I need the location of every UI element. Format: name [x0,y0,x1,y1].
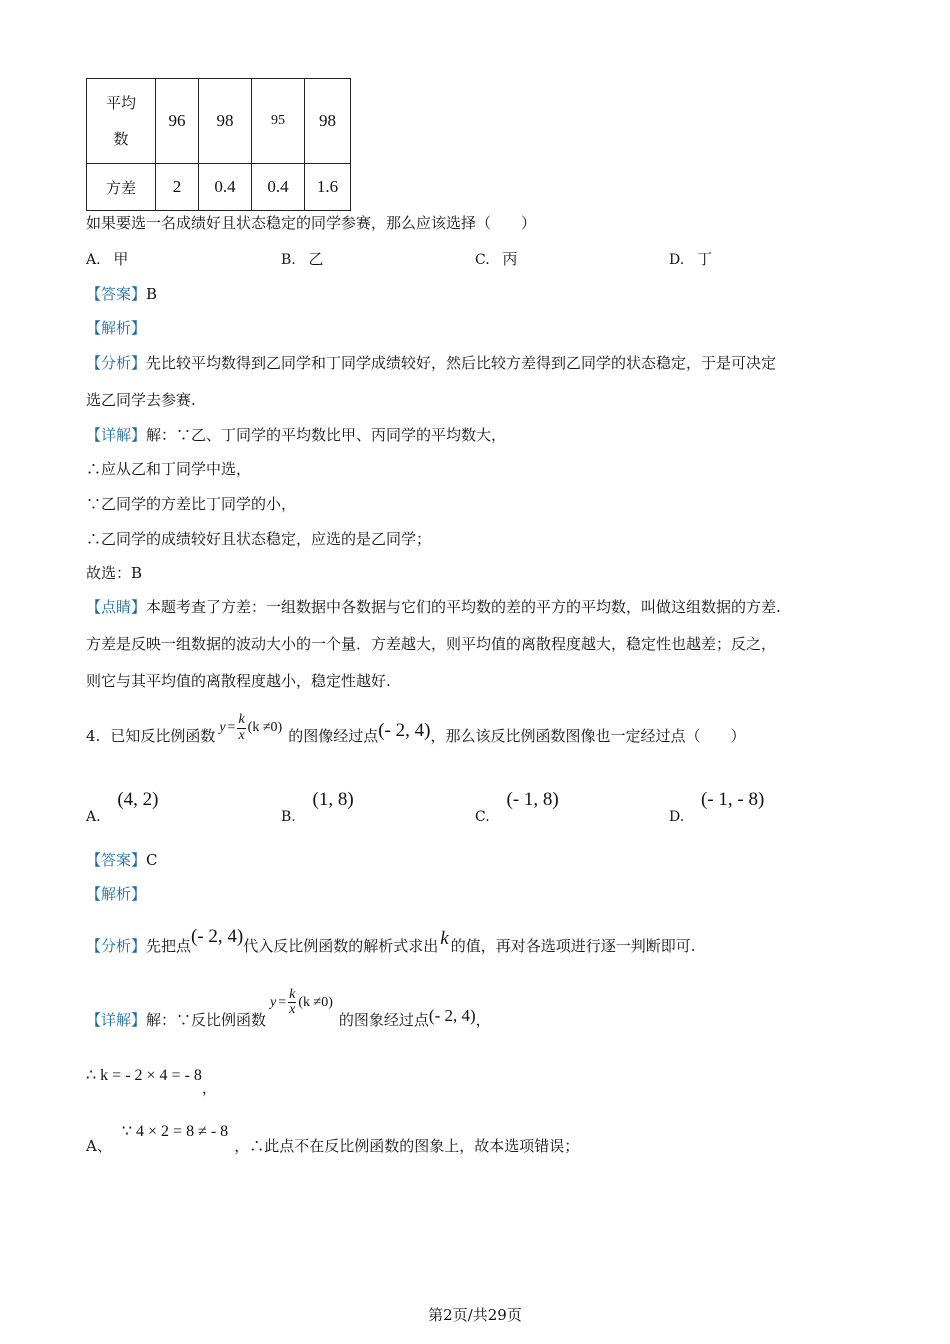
a-calc: ∵ 4 × 2 = 8 ≠ - 8 [121,1123,229,1140]
func-y: y [270,994,277,1010]
k-calculation [86,1062,217,1096]
xiangjie-tag: 【详解】 [86,1011,147,1029]
q3-jiexi-tag: 【解析】 [86,319,147,337]
fenxi-k: k [440,928,449,949]
q3-fenxi-line2: 选乙同学去参赛. [86,391,196,409]
q4-point: (- 2, 4) [378,719,431,741]
table-cell: 2 [156,164,199,211]
q3-fenxi [86,356,776,371]
xiangjie-comma: ， [475,1011,491,1029]
q3-line-b: ∵乙同学的方差比丁同学的小， [86,495,297,513]
fenxi-tag: 【分析】 [86,937,147,955]
q4-stem-part3: ，那么该反比例函数图像也一定经过点（ ） [430,726,746,745]
fenxi-tag: 【分析】 [86,354,147,372]
func-numerator: k [289,986,296,1002]
func-eq: = [227,720,236,735]
table-cell: 0.4 [199,164,252,211]
fenxi-text: 先比较平均数得到乙同学和丁同学成绩较好，然后比较方差得到乙同学的状态稳定，于是可决定 [146,354,777,372]
q4-stem-part2: 的图像经过点 [288,726,379,745]
function-formula [270,988,333,1018]
q3-option-d[interactable] [669,252,712,267]
table-cell: 98 [199,79,252,164]
option-value: (- 1, 8) [506,789,559,810]
option-value: (1, 8) [312,789,354,810]
func-denominator: x [289,1002,296,1018]
option-label: C. [475,252,490,268]
q3-line-c: ∴乙同学的成绩较好且状态稳定，应选的是乙同学； [86,530,432,548]
table-cell: 0.4 [252,164,305,211]
row-header-line: 平均 [105,94,136,112]
a-rest: ，∴此点不在反比例函数的图象上，故本选项错误； [234,1137,580,1155]
option-text: 丙 [502,250,518,268]
q3-option-a[interactable] [86,252,128,267]
option-a-check [86,1120,579,1154]
option-label: D. [669,252,685,268]
q4-number: 4. [86,726,101,745]
q3-option-b[interactable] [281,252,324,267]
xiangjie-text-1: 解：∵反比例函数 [146,1011,267,1029]
fenxi-text-2: 代入反比例函数的解析式求出 [243,937,439,955]
row-header-mean [87,79,156,164]
table-row [87,164,351,211]
option-label: C. [475,809,490,825]
q3-stem: 如果要选一名成绩好且状态稳定的同学参赛，那么应该选择（ ） [86,214,537,232]
answer-value: B [146,285,158,303]
q4-jiexi-tag: 【解析】 [86,885,147,903]
dianjing-tag: 【点睛】 [86,598,147,616]
k-calc-comma: ， [201,1079,217,1097]
option-label: A. [86,809,101,825]
table-cell: 1.6 [305,164,351,211]
func-y: y [219,720,226,735]
option-label: D. [669,809,685,825]
a-label: A、 [86,1137,112,1155]
q3-xiangjie [86,428,506,443]
dianjing-text: 本题考查了方差：一组数据中各数据与它们的平均数的差的平方的平均数，叫做这组数据的方差. [146,598,781,616]
q3-dianjing-line3: 则它与其平均值的离散程度越小，稳定性越好. [86,672,391,690]
table-cell: 95 [252,79,305,164]
fenxi-point: (- 2, 4) [191,926,244,947]
k-calc-expr: ∴ k = - 2 × 4 = - 8 [86,1067,202,1084]
q4-answer [86,853,158,868]
table-cell: 98 [305,79,351,164]
q3-line-d: 故选：B [86,564,143,582]
xiangjie-tag: 【详解】 [86,426,147,444]
option-label: A. [86,252,101,268]
function-formula [219,713,282,743]
fenxi-text-3: 的值，再对各选项进行逐一判断即可. [450,937,696,955]
option-value: (- 1, - 8) [700,789,765,810]
option-text: 丁 [696,250,712,268]
row-header-variance: 方差 [87,164,156,211]
q4-stem [86,712,745,760]
func-denominator: x [238,727,245,743]
answer-tag: 【答案】 [86,851,147,869]
page-footer: 第2页/共29页 [428,1306,522,1324]
stats-table [86,78,351,211]
q3-line-a: ∴应从乙和丁同学中选， [86,460,252,478]
func-fraction [237,713,245,743]
q4-stem-part1: 已知反比例函数 [110,726,216,745]
option-value: (4, 2) [117,789,159,810]
table-cell: 96 [156,79,199,164]
fenxi-text-1: 先把点 [146,937,192,955]
xiangjie-point: (- 2, 4) [428,1006,476,1025]
xiangjie-text-2: 的图象经过点 [338,1011,429,1029]
q3-dianjing [86,600,781,615]
q4-option-b[interactable] [281,789,354,825]
func-numerator: k [238,711,245,727]
answer-tag: 【答案】 [86,285,147,303]
table-row [87,79,351,164]
func-condition: (k ≠0) [247,720,283,735]
func-fraction [288,988,296,1018]
q4-option-a[interactable] [86,789,159,825]
func-condition: (k ≠0) [298,994,333,1010]
q3-answer [86,287,157,302]
q3-dianjing-line2: 方差是反映一组数据的波动大小的一个量．方差越大，则平均值的离散程度越大，稳定性也越差；反之， [86,635,777,653]
row-header-line: 数 [113,130,129,148]
option-label: B. [281,252,296,268]
answer-value: C [146,851,158,869]
option-text: 甲 [113,250,129,268]
option-text: 乙 [308,250,324,268]
option-label: B. [281,809,296,825]
q3-option-c[interactable] [475,252,517,267]
q4-fenxi [86,922,696,954]
q4-option-d[interactable] [669,789,765,825]
xiangjie-text: 解：∵乙、丁同学的平均数比甲、丙同学的平均数大， [146,426,507,444]
q4-xiangjie [86,982,491,1028]
q4-option-c[interactable] [475,789,559,825]
func-eq: = [278,994,287,1010]
